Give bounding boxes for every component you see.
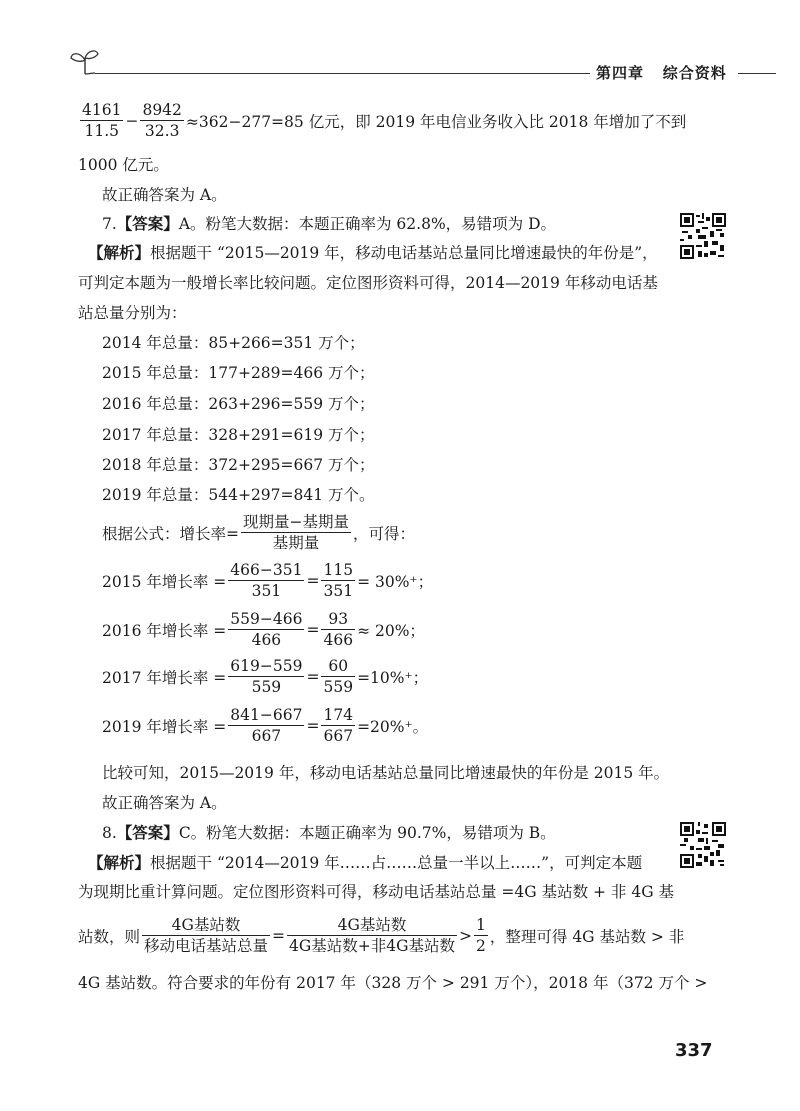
q8-analysis: 【解析】根据题干 “2014—2019 年……占……总量一半以上……”，可判定本题	[88, 853, 643, 872]
fraction: $\frac{1}{2}$	[476, 916, 486, 955]
fraction: $\frac{\text{4G基站数}}{\text{4G基站数+非4G基站数}}$	[289, 916, 456, 955]
total-line: 2019 年总量：544+297=841 万个。	[102, 486, 375, 504]
qr-code-icon[interactable]	[680, 213, 726, 259]
fraction: $\frac{8942}{32.3}$	[142, 101, 182, 140]
q7-answer-heading: 7.【答案】A。粉笔大数据：本题正确率为 62.8%，易错项为 D。	[102, 214, 557, 233]
paragraph-text: 站总量分别为：	[78, 304, 187, 322]
header-rule-left	[95, 73, 590, 74]
fraction: $\frac{466-351}{351}$	[230, 561, 303, 600]
ratio-equation: 站数，则 $\frac{\text{4G基站数}}{\text{移动电话基站总量}}$ = $\frac{\text{4G基站数}}{\text{4G基站数+非4G基站数}}$ > $\frac{1}{2}$ ，整理可得 4G 基站数 > 非	[78, 916, 685, 955]
fraction: $\frac{619-559}{559}$	[230, 657, 303, 696]
rate-line: 2017 年增长率 = $\frac{619-559}{559}$ = $\frac{60}{559}$ =10%⁺；	[102, 657, 429, 696]
total-line: 2017 年总量：328+291=619 万个；	[102, 426, 375, 444]
fraction: $\frac{93}{466}$	[323, 610, 354, 649]
q7-analysis: 【解析】根据题干 “2015—2019 年，移动电话基站总量同比增速最快的年份是”，	[88, 243, 658, 262]
rate-line: 2016 年增长率 = $\frac{559-466}{466}$ = $\frac{93}{466}$ ≈ 20%；	[102, 610, 425, 649]
chapter-header	[596, 62, 727, 83]
total-line: 2018 年总量：372+295=667 万个；	[102, 456, 375, 474]
formula-line: 根据公式：增长率= $\frac{\text{现期量−基期量}}{\text{基期量}}$ ，可得：	[102, 513, 416, 552]
page-number: 337	[675, 1040, 713, 1061]
header-rule-right	[738, 73, 776, 74]
paragraph-text: 为现期比重计算问题。定位图形资料可得，移动电话基站总量 =4G 基站数 + 非 4G 基	[78, 883, 675, 901]
fraction: $\frac{4161}{11.5}$	[82, 101, 122, 140]
fraction: $\frac{115}{351}$	[323, 561, 354, 600]
paragraph-text: 1000 亿元。	[78, 156, 169, 174]
paragraph-text: 可判定本题为一般增长率比较问题。定位图形资料可得，2014—2019 年移动电话基	[78, 274, 658, 292]
total-line: 2016 年总量：263+296=559 万个；	[102, 395, 375, 413]
fraction: $\frac{60}{559}$	[323, 657, 354, 696]
chapter-number: 第四章	[596, 64, 645, 82]
fraction: $\frac{559-466}{466}$	[230, 610, 303, 649]
fraction: $\frac{\text{4G基站数}}{\text{移动电话基站总量}}$	[144, 916, 269, 955]
fraction: $\frac{174}{667}$	[323, 706, 354, 745]
answer-text: 故正确答案为 A。	[102, 186, 227, 204]
rate-line: 2019 年增长率 = $\frac{841-667}{667}$ = $\frac{174}{667}$ =20%⁺。	[102, 706, 429, 745]
paragraph-text: 4G 基站数。符合要求的年份有 2017 年（328 万个 > 291 万个），2018 年（372 万个 >	[78, 974, 708, 992]
answer-text: 故正确答案为 A。	[102, 794, 227, 812]
fraction: $\frac{841-667}{667}$	[230, 706, 303, 745]
q8-answer-heading: 8.【答案】C。粉笔大数据：本题正确率为 90.7%，易错项为 B。	[102, 823, 556, 842]
total-line: 2014 年总量：85+266=351 万个；	[102, 334, 365, 352]
total-line: 2015 年总量：177+289=466 万个；	[102, 364, 375, 382]
qr-code-icon[interactable]	[680, 822, 726, 868]
rate-line: 2015 年增长率 = $\frac{466-351}{351}$ = $\frac{115}{351}$ = 30%⁺；	[102, 561, 434, 600]
fraction: $\frac{\text{现期量−基期量}}{\text{基期量}}$	[243, 513, 349, 552]
conclusion-text: 比较可知，2015—2019 年，移动电话基站总量同比增速最快的年份是 2015 年。	[102, 764, 670, 782]
chapter-title: 综合资料	[662, 64, 727, 82]
calc-line: $\frac{4161}{11.5}$ − $\frac{8942}{32.3}$ ≈362−277=85 亿元，即 2019 年电信业务收入比 2018 年增加了不到	[82, 101, 687, 140]
